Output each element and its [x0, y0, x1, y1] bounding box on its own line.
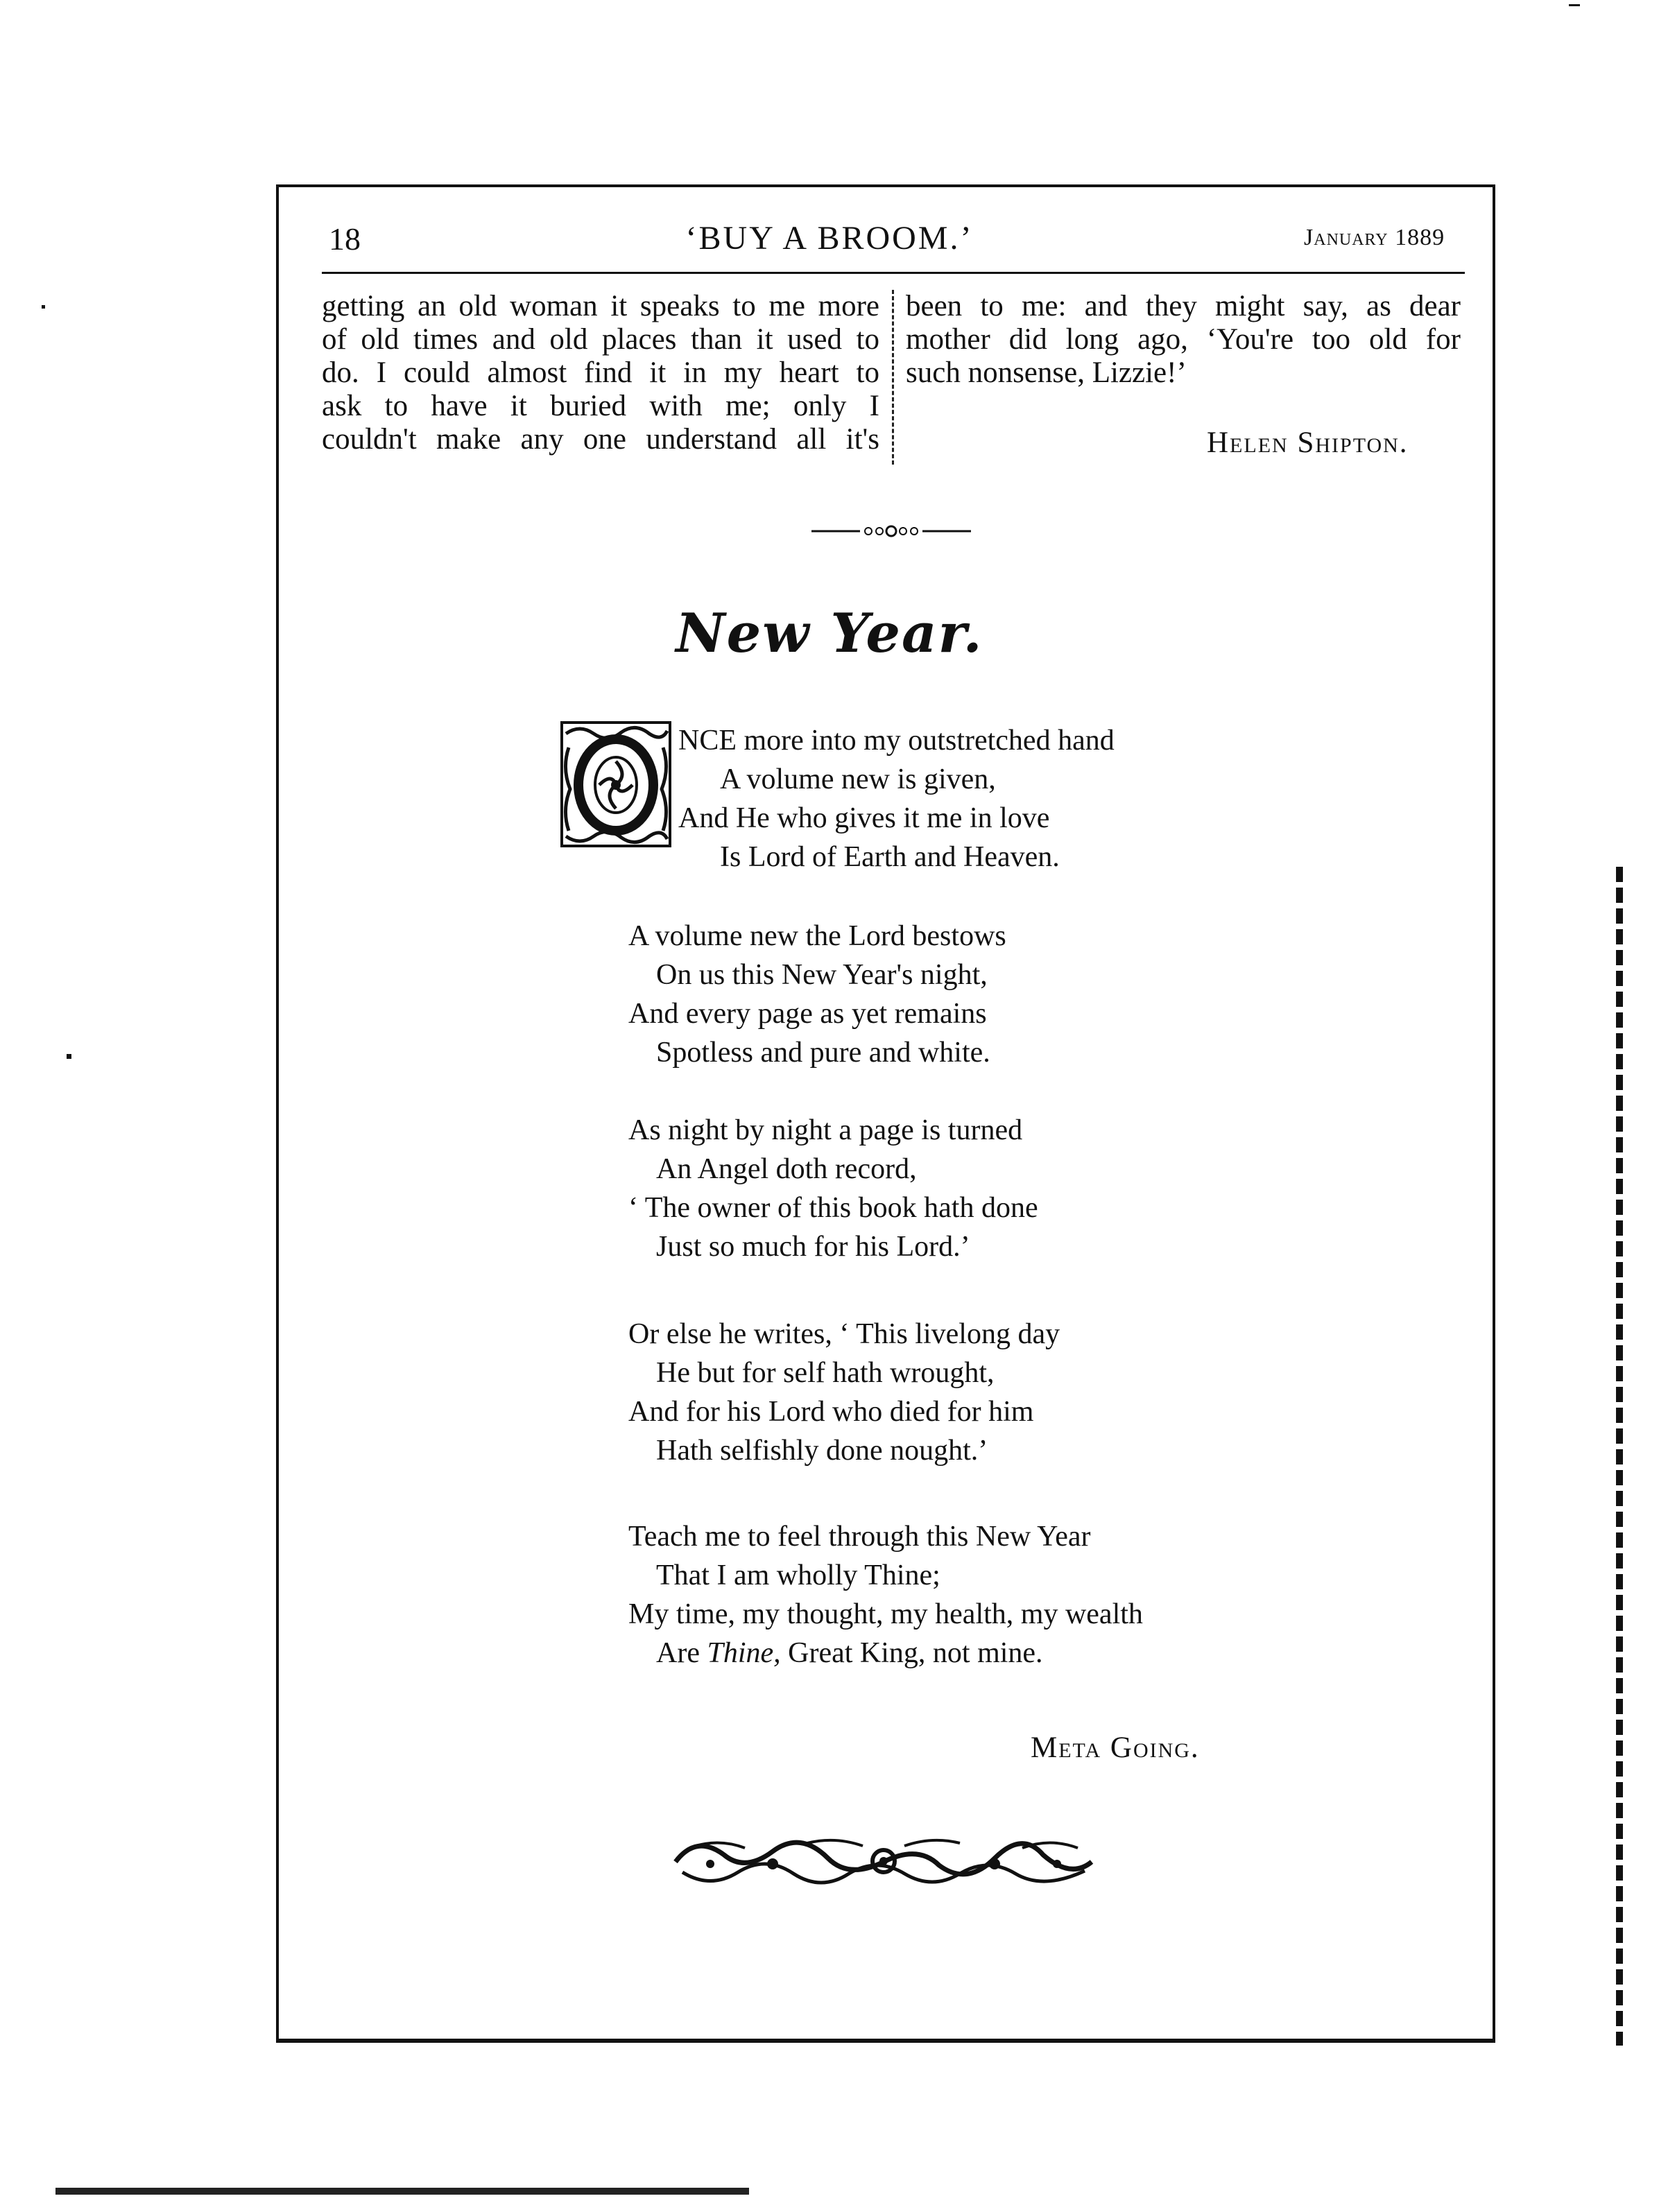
poem-line: And every page as yet remains	[628, 998, 987, 1030]
poem-line-part: Great King, not mine.	[780, 1637, 1043, 1669]
poem-line: He but for self hath wrought,	[656, 1357, 995, 1389]
poem-line: And for his Lord who died for him	[628, 1396, 1034, 1428]
stanza-1	[678, 721, 1115, 876]
poem-line: A volume new the Lord bestows	[628, 920, 1006, 952]
issue-date: January 1889	[1304, 225, 1445, 250]
section-divider-ornament	[811, 523, 971, 539]
poem-line: That I am wholly Thine;	[656, 1559, 940, 1591]
running-title: ‘BUY A BROOM.’	[685, 220, 974, 257]
text-line: mother did long ago, ‘You're too old for	[906, 323, 1461, 356]
text-line: do. I could almost find it in my heart to	[322, 356, 879, 389]
stanza-5	[628, 1517, 1143, 1673]
previous-story-left-column	[322, 290, 879, 456]
poem-line: Hath selfishly done nought.’	[656, 1435, 988, 1467]
story-author: Helen Shipton.	[1207, 426, 1409, 459]
scan-edge-shadow	[1616, 867, 1623, 2046]
scan-speck	[1569, 4, 1580, 6]
poem-line: As night by night a page is turned	[628, 1114, 1023, 1146]
poem-line: Teach me to feel through this New Year	[628, 1521, 1091, 1553]
poem-line: My time, my thought, my health, my wealth	[628, 1598, 1143, 1630]
text-line: such nonsense, Lizzie!’	[906, 356, 1187, 389]
stanza-4	[628, 1315, 1060, 1470]
tailpiece-ornament	[669, 1831, 1099, 1893]
poem-line-emphasis: Thine,	[707, 1637, 781, 1669]
header-rule	[322, 272, 1465, 274]
poem-line: An Angel doth record,	[656, 1153, 917, 1185]
poem-line: Just so much for his Lord.’	[656, 1231, 970, 1263]
scan-bottom-edge	[55, 2188, 749, 2195]
decorated-initial-o	[559, 720, 673, 849]
stanza-3	[628, 1111, 1038, 1266]
scan-speck	[67, 1054, 71, 1059]
text-line: of old times and old places than it used to	[322, 323, 879, 356]
text-line: been to me: and they might say, as dear	[906, 290, 1461, 322]
poem-line: Is Lord of Earth and Heaven.	[720, 841, 1060, 873]
page-number: 18	[329, 221, 361, 257]
poem-line-part: Are	[656, 1637, 707, 1669]
previous-story-right-column	[906, 290, 1461, 390]
scan-speck	[42, 305, 45, 309]
poem-line: NCE more into my outstretched hand	[678, 725, 1115, 757]
column-divider	[892, 290, 894, 465]
poem-line: A volume new is given,	[720, 763, 996, 795]
poem-line: Spotless and pure and white.	[656, 1037, 990, 1069]
stanza-2	[628, 917, 1006, 1072]
poem-line: On us this New Year's night,	[656, 959, 988, 991]
poem-line: And He who gives it me in love	[678, 802, 1050, 834]
text-line: getting an old woman it speaks to me more	[322, 290, 879, 322]
text-line: ask to have it buried with me; only I	[322, 390, 879, 422]
poem-title: New Year.	[676, 602, 983, 665]
poem-line: Or else he writes, ‘ This livelong day	[628, 1318, 1060, 1350]
poem-author: Meta Going.	[1031, 1731, 1200, 1764]
poem-line	[628, 1634, 1143, 1673]
text-line: couldn't make any one understand all it's	[322, 423, 879, 456]
poem-line: ‘ The owner of this book hath done	[628, 1192, 1038, 1224]
